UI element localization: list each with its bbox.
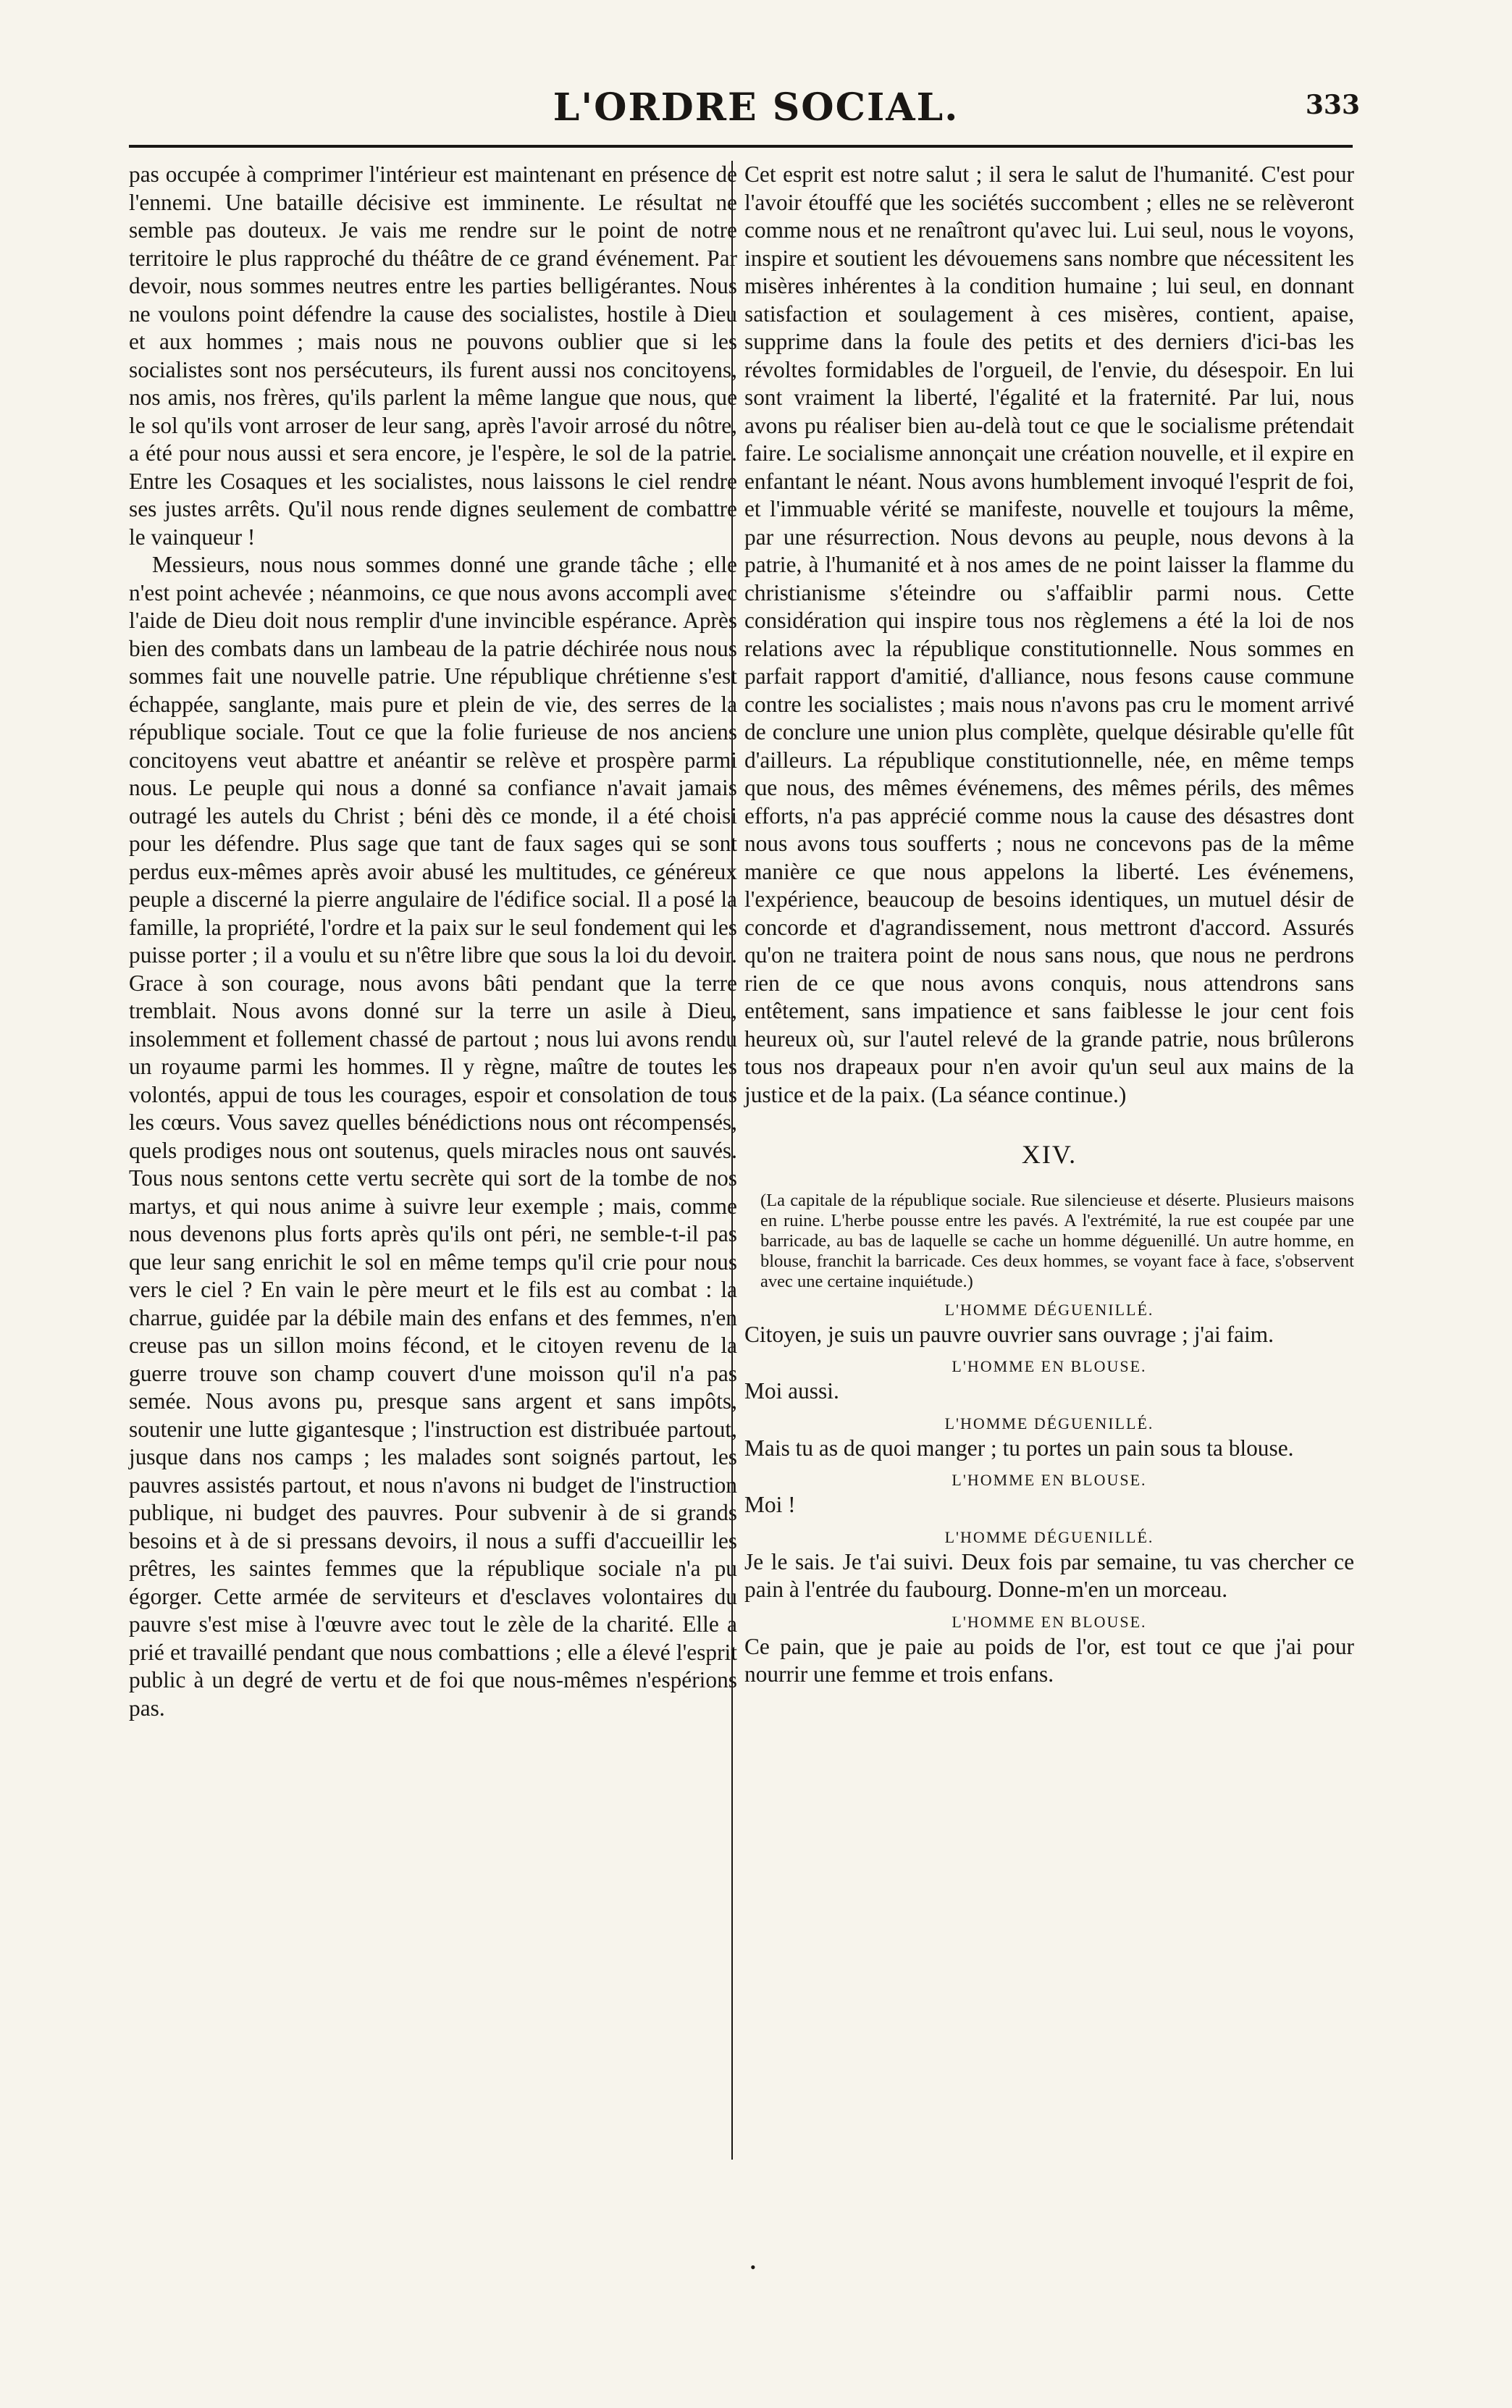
- running-title: L'ORDRE SOCIAL.: [553, 85, 959, 130]
- section-number: XIV.: [1021, 1140, 1078, 1169]
- page-number: 333: [1305, 90, 1360, 120]
- speech-line: Moi !: [744, 1492, 796, 1517]
- footer-mark: •: [750, 2258, 756, 2276]
- paragraph: pas occupée à comprimer l'intérieur est maintenant en présence de l'ennemi. Une bataille décisive est imminente. Le résultat ne semble pas douteux. Je vais me rendre sur le point de notre territoire le plus rapproché du théâtre de ce grand événement. Par devoir, nous sommes neutres entre les parties belligérantes. Nous ne voulons point défendre la cause des socialistes, hostile à Dieu et aux hommes ; mais nous ne pouvons oublier que si les socialistes sont nos persécuteurs, ils furent aussi nos concitoyens, nos amis, nos frères, qu'ils parlent la même langue que nous, que le sol qu'ils vont arroser de leur sang, après l'avoir arrosé du nôtre, a été pour nous aussi et sera encore, je l'espère, le sol de la patrie. Entre les Cosaques et les socialistes, nous laissons le ciel rendre ses justes arrêts. Qu'il nous rende dignes seulement de combattre le vainqueur !: [129, 161, 737, 550]
- speech-line: Mais tu as de quoi manger ; tu portes un pain sous ta blouse.: [744, 1435, 1294, 1461]
- stage-direction: (La capitale de la république sociale. Rue silencieuse et déserte. Plusieurs maisons en ruine. L'herbe pousse entre les pavés. A l'extrémité, la rue est coupée par une barricade, au bas de laquelle se cache un homme déguenillé. Un autre homme, en blouse, franchit la barricade. Ces deux hommes, se voyant face à face, s'observent avec une certaine inquiétude.): [760, 1190, 1354, 1291]
- speech-line: Ce pain, que je paie au poids de l'or, est tout ce que j'ai pour nourrir une femme et trois enfans.: [744, 1633, 1354, 1687]
- column-divider: [731, 161, 733, 2160]
- header-rule: [129, 145, 1353, 148]
- speaker-name: L'HOMME EN BLOUSE.: [952, 1471, 1147, 1489]
- speaker-name: L'HOMME DÉGUENILLÉ.: [944, 1414, 1154, 1432]
- right-column: [744, 161, 1354, 1689]
- speaker-name: L'HOMME EN BLOUSE.: [952, 1357, 1147, 1375]
- speaker-name: L'HOMME DÉGUENILLÉ.: [944, 1300, 1154, 1319]
- speech-line: Je le sais. Je t'ai suivi. Deux fois par semaine, tu vas chercher ce pain à l'entrée du faubourg. Donne-m'en un morceau.: [744, 1548, 1354, 1602]
- left-column: [129, 161, 737, 1722]
- paragraph: Cet esprit est notre salut ; il sera le salut de l'humanité. C'est pour l'avoir étouffé que les sociétés succombent ; elles ne se relèveront comme nous et ne renaîtront qu'avec lui. Lui seul, nous le voyons, inspire et soutient les dévouemens sans nombre que nécessitent les misères inhérentes à la condition humaine ; lui seul, en donnant satisfaction et soulagement à ces misères, contient, apaise, supprime dans la foule des petits et des derniers d'ici-bas les révoltes formidables de l'orgueil, de l'envie, du désespoir. En lui sont vraiment la liberté, l'égalité et la fraternité. Par lui, nous avons pu réaliser bien au-delà tout ce que le socialisme prétendait faire. Le socialisme annonçait une création nouvelle, et il expire en enfantant le néant. Nous avons humblement invoqué l'esprit de foi, et l'immuable vérité se manifeste, nouvelle et toujours la même, par une résurrection. Nous devons au peuple, nous devons à la patrie, à l'humanité et à nos ames de ne point laisser la flamme du christianisme s'éteindre ou s'affaiblir parmi nous. Cette considération qui inspire tous nos règlemens a été la loi de nos relations avec la république constitutionnelle. Nous sommes en parfait rapport d'amitié, d'alliance, nous fesons cause commune contre les socialistes ; mais nous n'avons pas cru le moment arrivé de conclure une union plus complète, quelque désirable qu'elle fût d'ailleurs. La république constitutionnelle, née, en même temps que nous, des mêmes événemens, des mêmes périls, des mêmes efforts, n'a pas apprécié comme nous la cause des désastres dont nous avons tous soufferts ; nous ne concevons pas de la même manière ce que nous appelons la liberté. Les événemens, l'expérience, beaucoup de besoins identiques, un mutuel désir de concorde et d'agrandissement, nous mettront d'accord. Assurés qu'on ne traitera point de nous sans nous, que nous ne perdrons rien de ce que nous avons conquis, nous attendrons sans entêtement, sans impatience et sans faiblesse le jour cent fois heureux où, sur l'autel relevé de la grande patrie, nous brûlerons tous nos drapeaux pour n'en avoir qu'un seul aux mains de la justice et de la paix. (La séance continue.): [744, 161, 1354, 1107]
- page-header: [0, 0, 1512, 159]
- speaker-name: L'HOMME DÉGUENILLÉ.: [944, 1527, 1154, 1546]
- speech-line: Moi aussi.: [744, 1378, 839, 1404]
- speech-line: Citoyen, je suis un pauvre ouvrier sans ouvrage ; j'ai faim.: [744, 1321, 1274, 1347]
- speaker-name: L'HOMME EN BLOUSE.: [952, 1612, 1147, 1631]
- paragraph: Messieurs, nous nous sommes donné une grande tâche ; elle n'est point achevée ; néanmoins, ce que nous avons accompli avec l'aide de Dieu doit nous remplir d'une invincible espérance. Après bien des combats dans un lambeau de la patrie déchirée nous nous sommes fait une nouvelle patrie. Une république chrétienne s'est échappée, sanglante, mais pure et plein de vie, des serres de la république sociale. Tout ce que la folie furieuse de nos anciens concitoyens veut abattre et anéantir se relève et prospère parmi nous. Le peuple qui nous a donné sa confiance n'avait jamais outragé les autels du Christ ; béni dès ce monde, il a été choisi pour les défendre. Plus sage que tant de faux sages qui se sont perdus eux-mêmes après avoir abusé les multitudes, ce généreux peuple a discerné la pierre angulaire de l'édifice social. Il a posé la famille, la propriété, l'ordre et la paix sur le seul fondement qui les puisse porter ; il a voulu et su n'être libre que sous la loi du devoir. Grace à son courage, nous avons bâti pendant que la terre tremblait. Nous avons donné sur la terre un asile à Dieu, insolemment et follement chassé de partout ; nous lui avons rendu un royaume parmi les hommes. Il y règne, maître de toutes les volontés, appui de tous les courages, espoir et consolation de tous les cœurs. Vous savez quelles bénédictions nous ont récompensés, quels prodiges nous ont soutenus, quels miracles nous ont sauvés. Tous nous sentons cette vertu secrète qui sort de la tombe de nos martys, et qui nous anime à suivre leur exemple ; mais, comme nous devenons plus forts après qu'ils ont péri, ne semble-t-il pas que leur sang enrichit le sol en même temps qu'il crie pour nous vers le ciel ? En vain le père meurt et le fils est au combat : la charrue, guidée par la débile main des enfans et des femmes, n'en creuse pas un sillon moins fécond, et le citoyen revenu de la guerre trouve son champ couvert d'une moisson qu'il n'a pas semée. Nous avons pu, presque sans argent et sans impôts, soutenir une lutte gigantesque ; l'instruction est distribuée partout, jusque dans nos camps ; les malades sont soignés partout, les pauvres assistés partout, et nous n'avons ni budget de l'instruction publique, ni budget des pauvres. Pour subvenir à de si grands besoins et à de si pressans devoirs, il nous a suffi d'accueillir les prêtres, les saintes femmes que la république sociale n'a pu égorger. Cette armée de serviteurs et d'esclaves volontaires du pauvre s'est mise à l'œuvre avec tout le zèle de la charité. Elle a prié et travaillé pendant que nous combattions ; elle a élevé l'esprit public à un degré de vertu et de foi que nous-mêmes n'espérions pas.: [129, 552, 737, 1721]
